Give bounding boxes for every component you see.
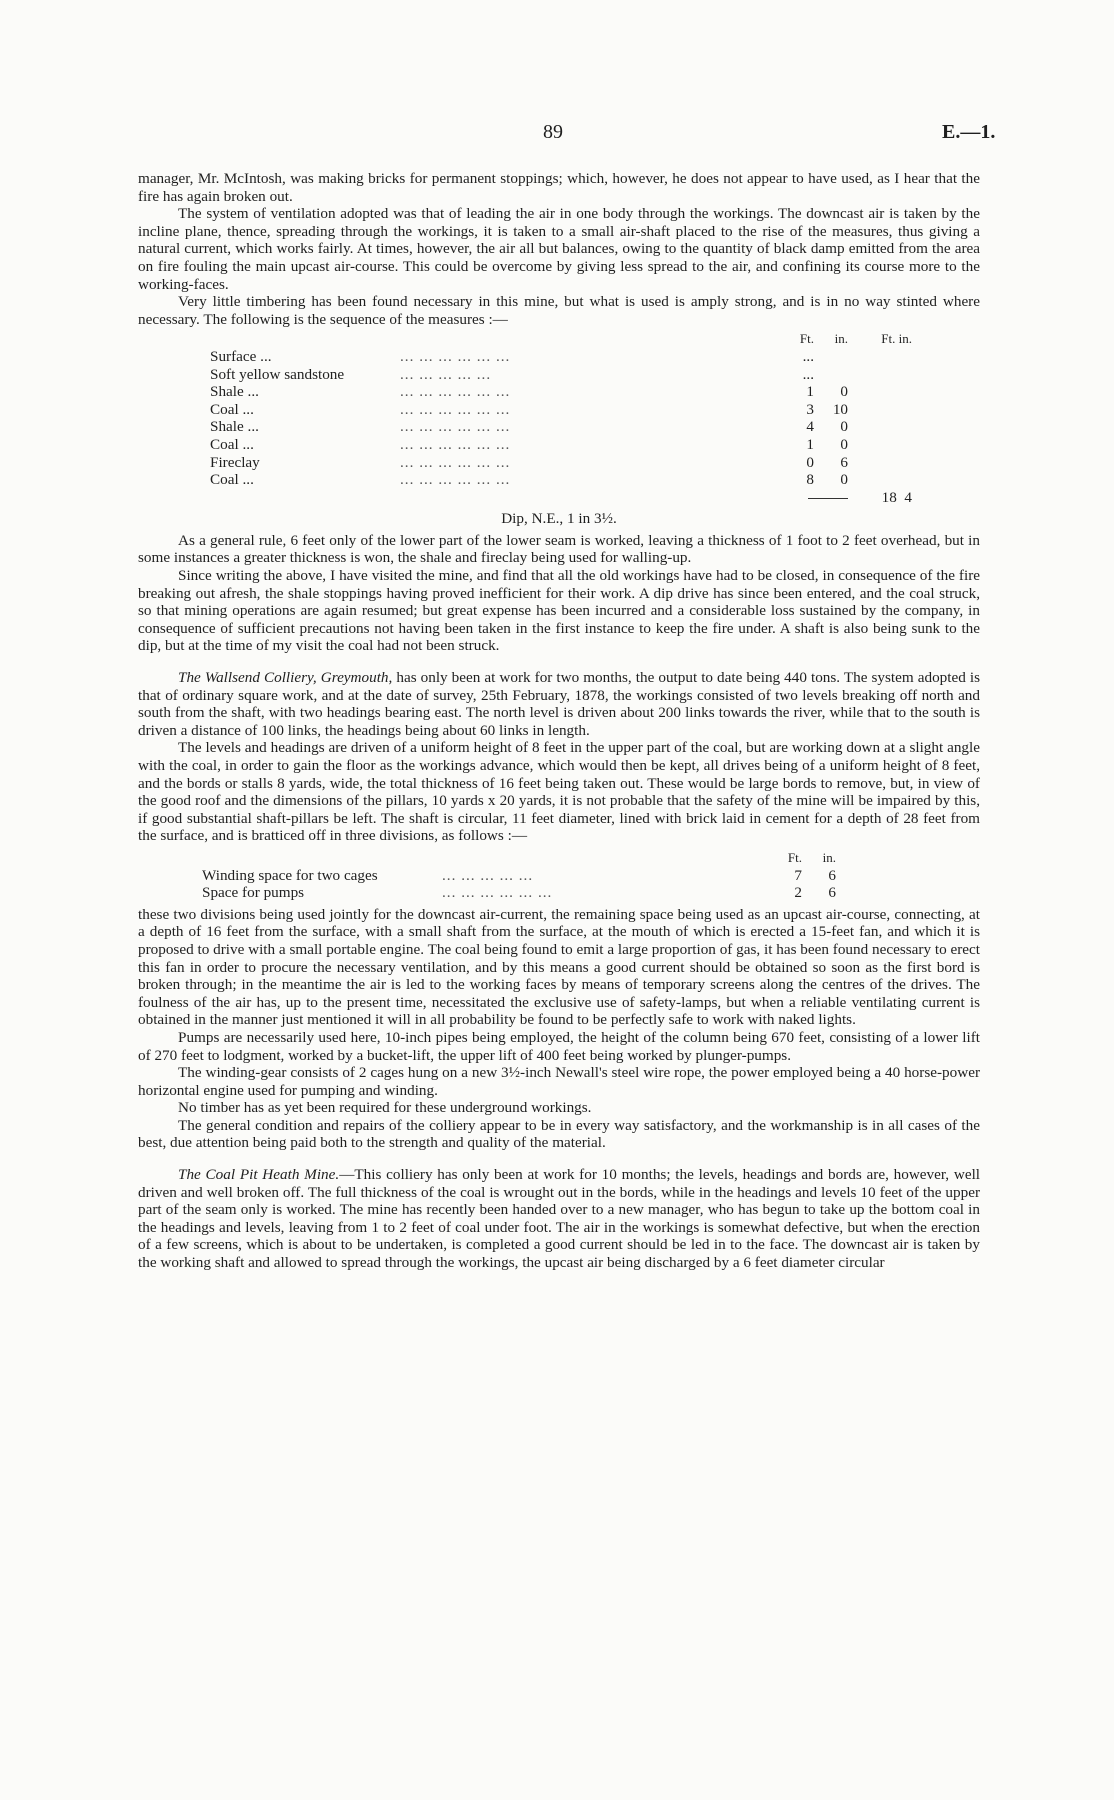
measure-ft: 4 [806,418,814,436]
paragraph: The Wallsend Colliery, Greymouth, has only been at work for two months, the output to date being 440 tons. The system adopted is that of ordinary square work, and at the date of survey, 25th February, 1878, the workings consisted of two levels breaking off north and south from the shaft, with two headings bearing east. The north level is driven about 200 links towards the river, while that to the south is driven a distance of 100 links, the headings being about 60 links in length. [138,669,980,739]
table-row [210,366,912,384]
division-in: 6 [828,884,836,902]
paragraph: manager, Mr. McIntosh, was making bricks for permanent stoppings; which, however, he does not appear to have used, as I hear that the fire has again broken out. [138,170,980,205]
document-code: E.—1. [942,121,996,143]
leader-dots: ... ... ... ... ... ... [400,435,511,453]
leader-dots: ... ... ... ... ... ... [400,471,511,489]
table-row [210,348,912,366]
measure-in [814,366,848,384]
dip-caption: Dip, N.E., 1 in 3½. [501,510,617,528]
division-ft: 7 [794,866,802,884]
table-row [210,401,912,419]
measure-ft: ... [802,347,814,365]
table-row [202,884,836,902]
table-row [210,383,912,401]
division-name: Space for pumps [202,884,305,902]
sum-rule [808,498,848,499]
table-row [202,867,836,885]
measure-in: 0 [840,471,848,489]
paragraph: Since writing the above, I have visited the mine, and find that all the old workings have had to be closed, in consequence of the fire breaking out afresh, the shale stoppings having proved inefficient for their work. A dip drive has since been entered, and the coal struck, so that mining operations are again resumed; but great expense has been incurred and a considerable loss sustained by the company, in consequence of sufficient precautions not having been taken in the first instance to keep the fire under. A shaft is also being sunk to the dip, but at the time of my visit the coal had not been struck. [138,567,980,655]
measure-name: Shale ... [210,383,259,401]
measure-name: Coal ... [210,471,254,489]
total-value: 18 4 [881,488,912,506]
shaft-header-row [202,849,836,867]
col-header-total: Ft. in. [881,331,912,347]
measure-in [814,348,848,366]
leader-dots: ... ... ... ... ... [400,365,492,383]
leader-dots: ... ... ... ... ... ... [400,347,511,365]
measure-ft: 1 [806,383,814,401]
col-header-ft: Ft. [787,849,802,865]
table-row [210,436,912,454]
col-header-in: in. [834,331,848,347]
measures-table [210,330,912,506]
division-in: 6 [828,866,836,884]
leader-dots: ... ... ... ... ... ... [442,884,553,902]
measures-header-row [210,330,912,348]
division-ft: 2 [794,884,802,902]
leader-dots: ... ... ... ... ... [442,866,534,884]
table-row [210,454,912,472]
section-title: The Coal Pit Heath Mine. [178,1166,340,1184]
table-row [210,418,912,436]
measure-name: Coal ... [210,435,254,453]
col-header-in: in. [822,849,836,865]
paragraph: The levels and headings are driven of a uniform height of 8 feet in the upper part of the coal, but are working down at a slight angle with the coal, in order to gain the floor as the workings advance, which would then be kept, all drives being of a uniform height of 8 feet, and the bords or stalls 8 yards, wide, the total thickness of 16 feet being taken out. These would be large bords to remove, but, in view of the good roof and the dimensions of the pillars, 10 yards x 20 yards, it is not probable that the safety of the mine will be impaired by this, if good substantial shaft-pillars be left. The shaft is circular, 11 feet diameter, lined with brick laid in cement for a depth of 28 feet from the surface, and is bratticed off in three divisions, as follows :— [138,739,980,845]
paragraph: The general condition and repairs of the colliery appear to be in every way satisfactory, and the workmanship is in all cases of the best, due attention being paid both to the strength and quality of the material. [138,1116,980,1152]
measure-name: Surface ... [210,347,272,365]
measure-ft: 8 [806,471,814,489]
col-header-ft: Ft. [799,331,814,347]
measure-in: 0 [840,418,848,436]
leader-dots: ... ... ... ... ... ... [400,453,511,471]
paragraph: The winding-gear consists of 2 cages hung on a new 3½-inch Newall's steel wire rope, the power employed being a 40 horse-power horizontal engine used for pumping and winding. [138,1064,980,1099]
paragraph: As a general rule, 6 feet only of the lower part of the lower seam is worked, leaving a thickness of 1 foot to 2 feet overhead, but in some instances a greater thickness is won, the shale and fireclay being used for walling-up. [138,531,980,567]
paragraph: No timber has as yet been required for these underground workings. [178,1099,592,1117]
section-title: The Wallsend Colliery, Greymouth, [178,669,393,687]
page-number: 89 [543,121,563,143]
measure-ft: 1 [806,435,814,453]
measure-name: Soft yellow sandstone [210,365,345,383]
measure-name: Coal ... [210,400,254,418]
leader-dots: ... ... ... ... ... ... [400,418,511,436]
paragraph: The system of ventilation adopted was that of leading the air in one body through the workings. The downcast air is taken by the incline plane, thence, spreading through the workings, it is taken to a small air-shaft placed to the rise of the measures, thus giving a natural current, which works fairly. At times, however, the air all but balances, owing to the quantity of black damp emitted from the area on fire fouling the main upcast air-course. This could be overcome by giving less spread to the air, and confining its course more to the working-faces. [138,205,980,293]
measure-in: 0 [840,383,848,401]
measure-ft: ... [802,365,814,383]
total-row [210,489,912,507]
measure-ft: 0 [806,453,814,471]
paragraph: Very little timbering has been found necessary in this mine, but what is used is amply strong, and is in no way stinted where necessary. The following is the sequence of the measures :— [138,293,980,328]
measure-name: Shale ... [210,418,259,436]
measure-in: 6 [840,453,848,471]
table-row [210,471,912,489]
division-name: Winding space for two cages [202,866,378,884]
measure-in: 10 [832,400,848,418]
leader-dots: ... ... ... ... ... ... [400,383,511,401]
page-body [138,170,980,1272]
measure-ft: 3 [806,400,814,418]
leader-dots: ... ... ... ... ... ... [400,400,511,418]
measure-name: Fireclay [210,453,260,471]
paragraph: The Coal Pit Heath Mine.—This colliery has only been at work for 10 months; the levels, headings and bords are, however, well driven and well broken off. The full thickness of the coal is wrought out in the bords, while in the headings and levels 10 feet of the upper part of the seam only is worked. The mine has recently been handed over to a new manager, who has begun to take up the bottom coal in the headings and levels, leaving from 1 to 2 feet of coal under foot. The air in the workings is somewhat defective, but when the erection of a few screens, which is about to be undertaken, is completed a good current should be led in to the face. The downcast air is taken by the working shaft and allowed to spread through the workings, the upcast air being discharged by a 6 feet diameter circular [138,1166,981,1272]
page-header [0,121,1114,150]
paragraph: these two divisions being used jointly for the downcast air-current, the remaining space being used as an upcast air-course, connecting, at a depth of 16 feet from the surface, with a small shaft from the surface, at the mouth of which is erected a 15-feet fan, and which it is proposed to drive with a small portable engine. The coal being found to emit a large proportion of gas, it has been found necessary to erect this fan in order to procure the necessary ventilation, and by this means a good current should be obtained so soon as the first bord is broken through; in the meantime the air is led to the working faces by means of temporary screens along the centres of the drives. The foulness of the air has, up to the present time, necessitated the exclusive use of safety-lamps, but when a reliable ventilating current is obtained in the manner just mentioned it will in all probability be found to be perfectly safe to work with naked lights. [138,905,980,1029]
measure-in: 0 [840,435,848,453]
paragraph: Pumps are necessarily used here, 10-inch pipes being employed, the height of the column being 670 feet, consisting of a lower lift of 270 feet to lodgment, worked by a bucket-lift, the upper lift of 400 feet being worked by plunger-pumps. [138,1028,980,1064]
shaft-divisions-table [202,849,836,902]
